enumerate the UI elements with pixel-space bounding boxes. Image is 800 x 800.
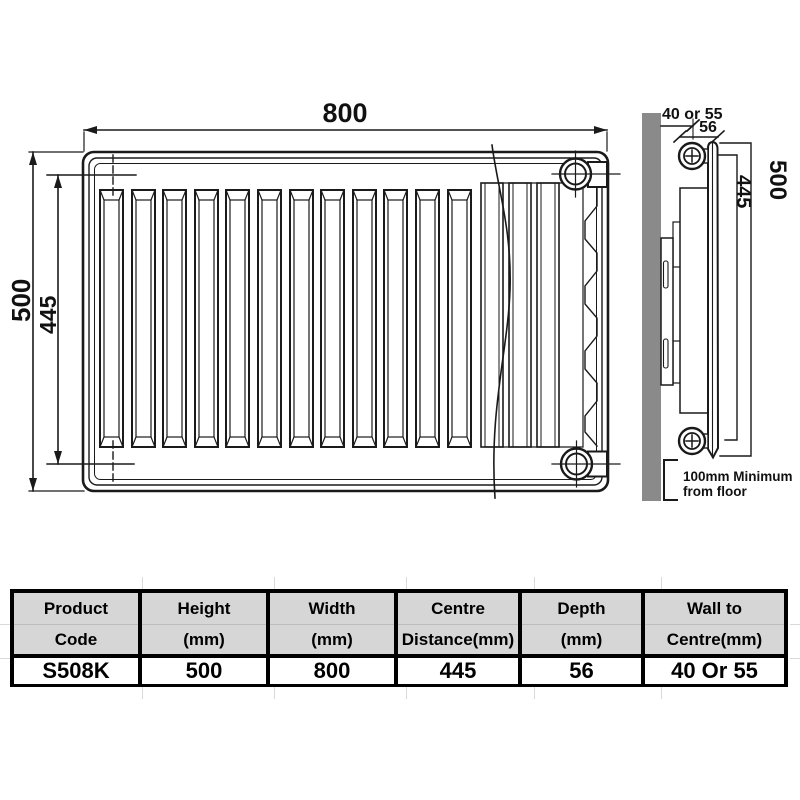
spec-table: [10, 589, 788, 687]
gridline-stub: [790, 624, 800, 625]
value-height: 500: [142, 658, 266, 684]
panel-side-profile: [708, 142, 718, 458]
dimension-width-800: [84, 98, 607, 151]
value-depth: 56: [522, 658, 641, 684]
header-centre-2: Distance(mm): [398, 625, 518, 658]
header-depth-2: (mm): [522, 625, 641, 658]
side-view: [642, 106, 793, 501]
header-depth: Depth: [522, 593, 641, 625]
table-column-product-code: [14, 593, 142, 684]
header-centre: Centre: [398, 593, 518, 625]
table-column-depth: [522, 593, 645, 684]
gridline-stub: [142, 577, 143, 589]
value-centre-distance: 445: [398, 658, 518, 684]
header-width-2: (mm): [270, 625, 394, 658]
header-product: Product: [14, 593, 138, 625]
wall-bracket: [661, 222, 681, 385]
gridline-stub: [406, 577, 407, 589]
dimension-side-height-500: [720, 143, 791, 456]
gridline-stub: [534, 577, 535, 589]
front-width-label: 800: [322, 98, 368, 128]
gridline-stub: [142, 687, 143, 699]
value-width: 800: [270, 658, 394, 684]
dimension-side-centre-445: [719, 155, 754, 440]
gridline-stub: [0, 658, 10, 659]
side-centre-label: 445: [732, 175, 754, 209]
front-centre-label: 445: [35, 295, 61, 334]
gridline-stub: [406, 687, 407, 699]
floor-note-line1: 100mm Minimum: [683, 469, 793, 484]
table-column-width: [270, 593, 398, 684]
depth-label: 56: [699, 119, 717, 136]
table-column-centre-distance: [398, 593, 522, 684]
gridline-stub: [274, 687, 275, 699]
gridline-stub: [790, 658, 800, 659]
pipe-connection-bottom: [679, 428, 708, 454]
side-grille-zigzag: [585, 188, 597, 446]
side-height-label: 500: [764, 160, 791, 201]
wall-to-centre-label: 40 or 55: [662, 106, 723, 123]
value-product-code: S508K: [14, 658, 138, 684]
header-wall-to-2: Centre(mm): [645, 625, 784, 658]
pipe-connection-top: [679, 143, 708, 169]
front-view: [6, 98, 620, 498]
floor-clearance: [664, 460, 793, 500]
header-width: Width: [270, 593, 394, 625]
header-height-2: (mm): [142, 625, 266, 658]
table-column-height: [142, 593, 270, 684]
gridline-stub: [274, 577, 275, 589]
valve-connection-bottom-right: [552, 441, 620, 487]
front-panel-fins: [100, 190, 471, 447]
header-wall-to: Wall to: [645, 593, 784, 625]
floor-note-line2: from floor: [683, 484, 747, 499]
gridline-stub: [661, 577, 662, 589]
table-column-wall-to-centre: [645, 593, 784, 684]
break-line: [492, 145, 510, 498]
radiator-front-frame: [83, 152, 608, 491]
gridline-stub: [0, 624, 10, 625]
front-height-label: 500: [6, 278, 36, 322]
gridline-stub: [534, 687, 535, 699]
value-wall-to-centre: 40 Or 55: [645, 658, 784, 684]
wall-section: [642, 113, 661, 501]
convector-profile: [680, 188, 708, 413]
header-height: Height: [142, 593, 266, 625]
gridline-stub: [661, 687, 662, 699]
dimension-centre-445: [35, 175, 136, 464]
header-product-2: Code: [14, 625, 138, 658]
